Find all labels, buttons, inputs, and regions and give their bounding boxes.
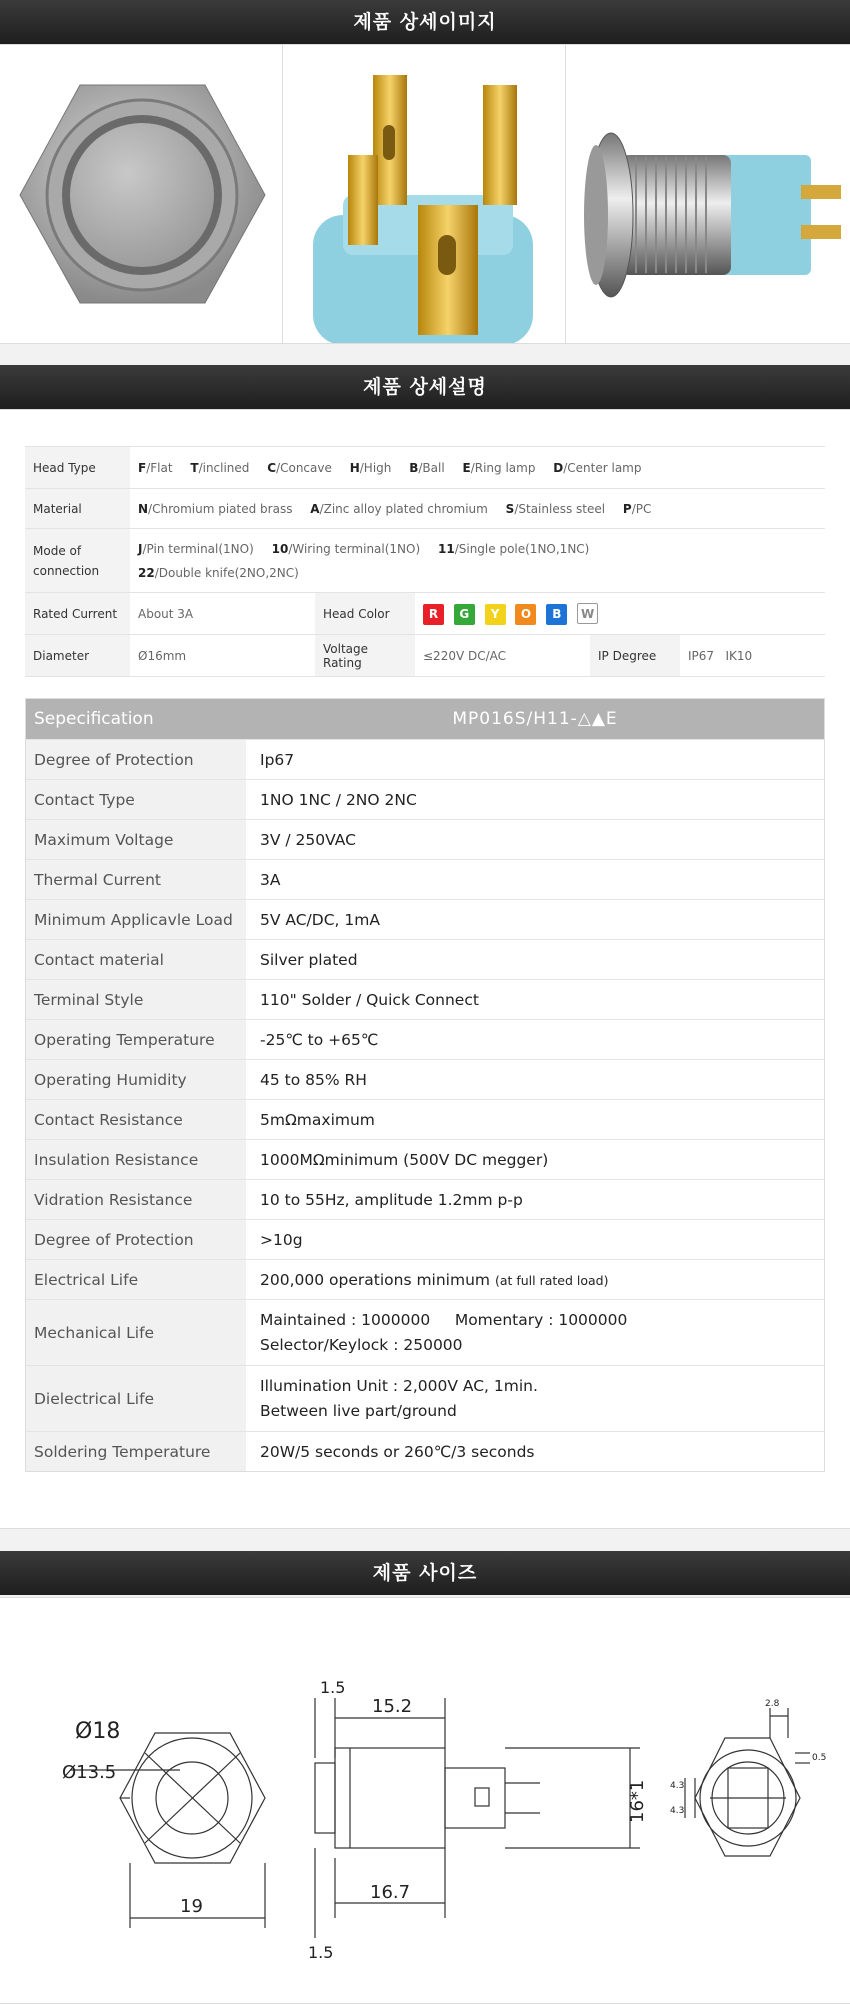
color-swatch-b: B (546, 604, 567, 625)
diameter-label: Diameter (25, 635, 130, 677)
color-swatch-o: O (515, 604, 536, 625)
spec-row: Operating Humidity 45 to 85% RH (26, 1059, 824, 1099)
connection-item: 11/Single pole(1NO,1NC) (438, 541, 590, 556)
spec-model: MP016S/H11-△▲E (452, 709, 618, 729)
spec-row: Electrical Life 200,000 operations minimum (at full rated load) (26, 1259, 824, 1299)
color-swatch-r: R (423, 604, 444, 625)
material-item: S/Stainless steel (505, 501, 606, 516)
photo-front-view (0, 45, 283, 343)
spec-row: Terminal Style 110" Solder / Quick Connect (26, 979, 824, 1019)
head-type-label: Head Type (25, 447, 130, 489)
material-label: Material (25, 489, 130, 529)
head-type-item: F/Flat (138, 460, 173, 475)
color-swatch-w: W (577, 603, 598, 624)
spec-row: Mechanical Life Maintained : 1000000 Momentary : 1000000 Selector/Keylock : 250000 (26, 1299, 824, 1365)
product-photos (0, 44, 850, 344)
ip-degree-value: IP67 IK10 (680, 635, 825, 677)
spec-row: Operating Temperature -25℃ to +65℃ (26, 1019, 824, 1059)
spec-title: Sepecification (34, 709, 154, 729)
connection-values (130, 529, 825, 593)
head-type-item: E/Ring lamp (462, 460, 536, 475)
diameter-value: Ø16mm (130, 635, 315, 677)
color-swatch-g: G (454, 604, 475, 625)
spec-row: Minimum Applicavle Load 5V AC/DC, 1mA (26, 899, 824, 939)
spec-row: Degree of Protection Ip67 (26, 739, 824, 779)
images-section-title: 제품 상세이미지 (0, 0, 850, 44)
dim-front-width: 19 (180, 1896, 203, 1917)
dim-back-c: 4.3 (670, 1781, 685, 1791)
spec-row: Maximum Voltage 3V / 250VAC (26, 819, 824, 859)
voltage-rating-label: Voltage Rating (315, 635, 415, 677)
dim-back-a: 2.8 (765, 1699, 780, 1709)
dim-height: 16*1 (627, 1779, 648, 1823)
dim-inner-diameter: Ø13.5 (62, 1762, 117, 1783)
dim-body-length: 16.7 (370, 1882, 411, 1903)
connection-item: 22/Double knife(2NO,2NC) (138, 565, 299, 580)
head-color-label: Head Color (315, 593, 415, 635)
spec-header (26, 699, 824, 739)
rated-current-label: Rated Current (25, 593, 130, 635)
connection-label: Mode of connection (25, 529, 130, 593)
head-type-item: C/Concave (267, 460, 332, 475)
head-color-swatches (415, 593, 825, 635)
spec-row: Thermal Current 3A (26, 859, 824, 899)
dimension-drawing (0, 1598, 850, 1998)
color-swatch-y: Y (485, 604, 506, 625)
dim-flange-top: 1.5 (320, 1678, 346, 1697)
dim-thread-length: 15.2 (372, 1696, 413, 1717)
spec-row: Degree of Protection >10g (26, 1219, 824, 1259)
rated-current-value: About 3A (130, 593, 315, 635)
material-item: P/PC (622, 501, 652, 516)
head-type-values (130, 447, 825, 489)
dim-outer-diameter: Ø18 (75, 1719, 121, 1744)
spec-row: Insulation Resistance 1000MΩminimum (500V DC megger) (26, 1139, 824, 1179)
details-section-title: 제품 상세설명 (0, 365, 850, 409)
dim-back-d: 4.3 (670, 1806, 685, 1816)
code-table (25, 446, 825, 677)
specification-table (25, 698, 825, 1472)
material-item: A/Zinc alloy plated chromium (310, 501, 488, 516)
photo-terminals (283, 45, 566, 343)
connection-item: 10/Wiring terminal(1NO) (271, 541, 421, 556)
size-drawing-panel (0, 1597, 850, 2004)
spec-row: Soldering Temperature 20W/5 seconds or 260℃/3 seconds (26, 1431, 824, 1471)
voltage-rating-value: ≤220V DC/AC (415, 635, 590, 677)
ip-degree-label: IP Degree (590, 635, 680, 677)
dim-flange-bottom: 1.5 (308, 1943, 334, 1962)
spec-row: Contact Resistance 5mΩmaximum (26, 1099, 824, 1139)
head-type-item: T/inclined (190, 460, 250, 475)
connection-item: J/Pin terminal(1NO) (138, 541, 254, 556)
spec-row: Contact material Silver plated (26, 939, 824, 979)
details-panel (0, 409, 850, 1529)
head-type-item: H/High (349, 460, 392, 475)
head-type-item: D/Center lamp (553, 460, 642, 475)
spec-row: Contact Type 1NO 1NC / 2NO 2NC (26, 779, 824, 819)
head-type-item: B/Ball (409, 460, 445, 475)
spec-row: Dielectrical Life Illumination Unit : 2,000V AC, 1min. Between live part/ground (26, 1365, 824, 1431)
size-section-title: 제품 사이즈 (0, 1551, 850, 1595)
material-item: N/Chromium piated brass (138, 501, 293, 516)
photo-side-view (566, 45, 849, 343)
material-values (130, 489, 825, 529)
dim-back-b: 0.5 (812, 1753, 827, 1763)
spec-row: Vidration Resistance 10 to 55Hz, amplitude 1.2mm p-p (26, 1179, 824, 1219)
